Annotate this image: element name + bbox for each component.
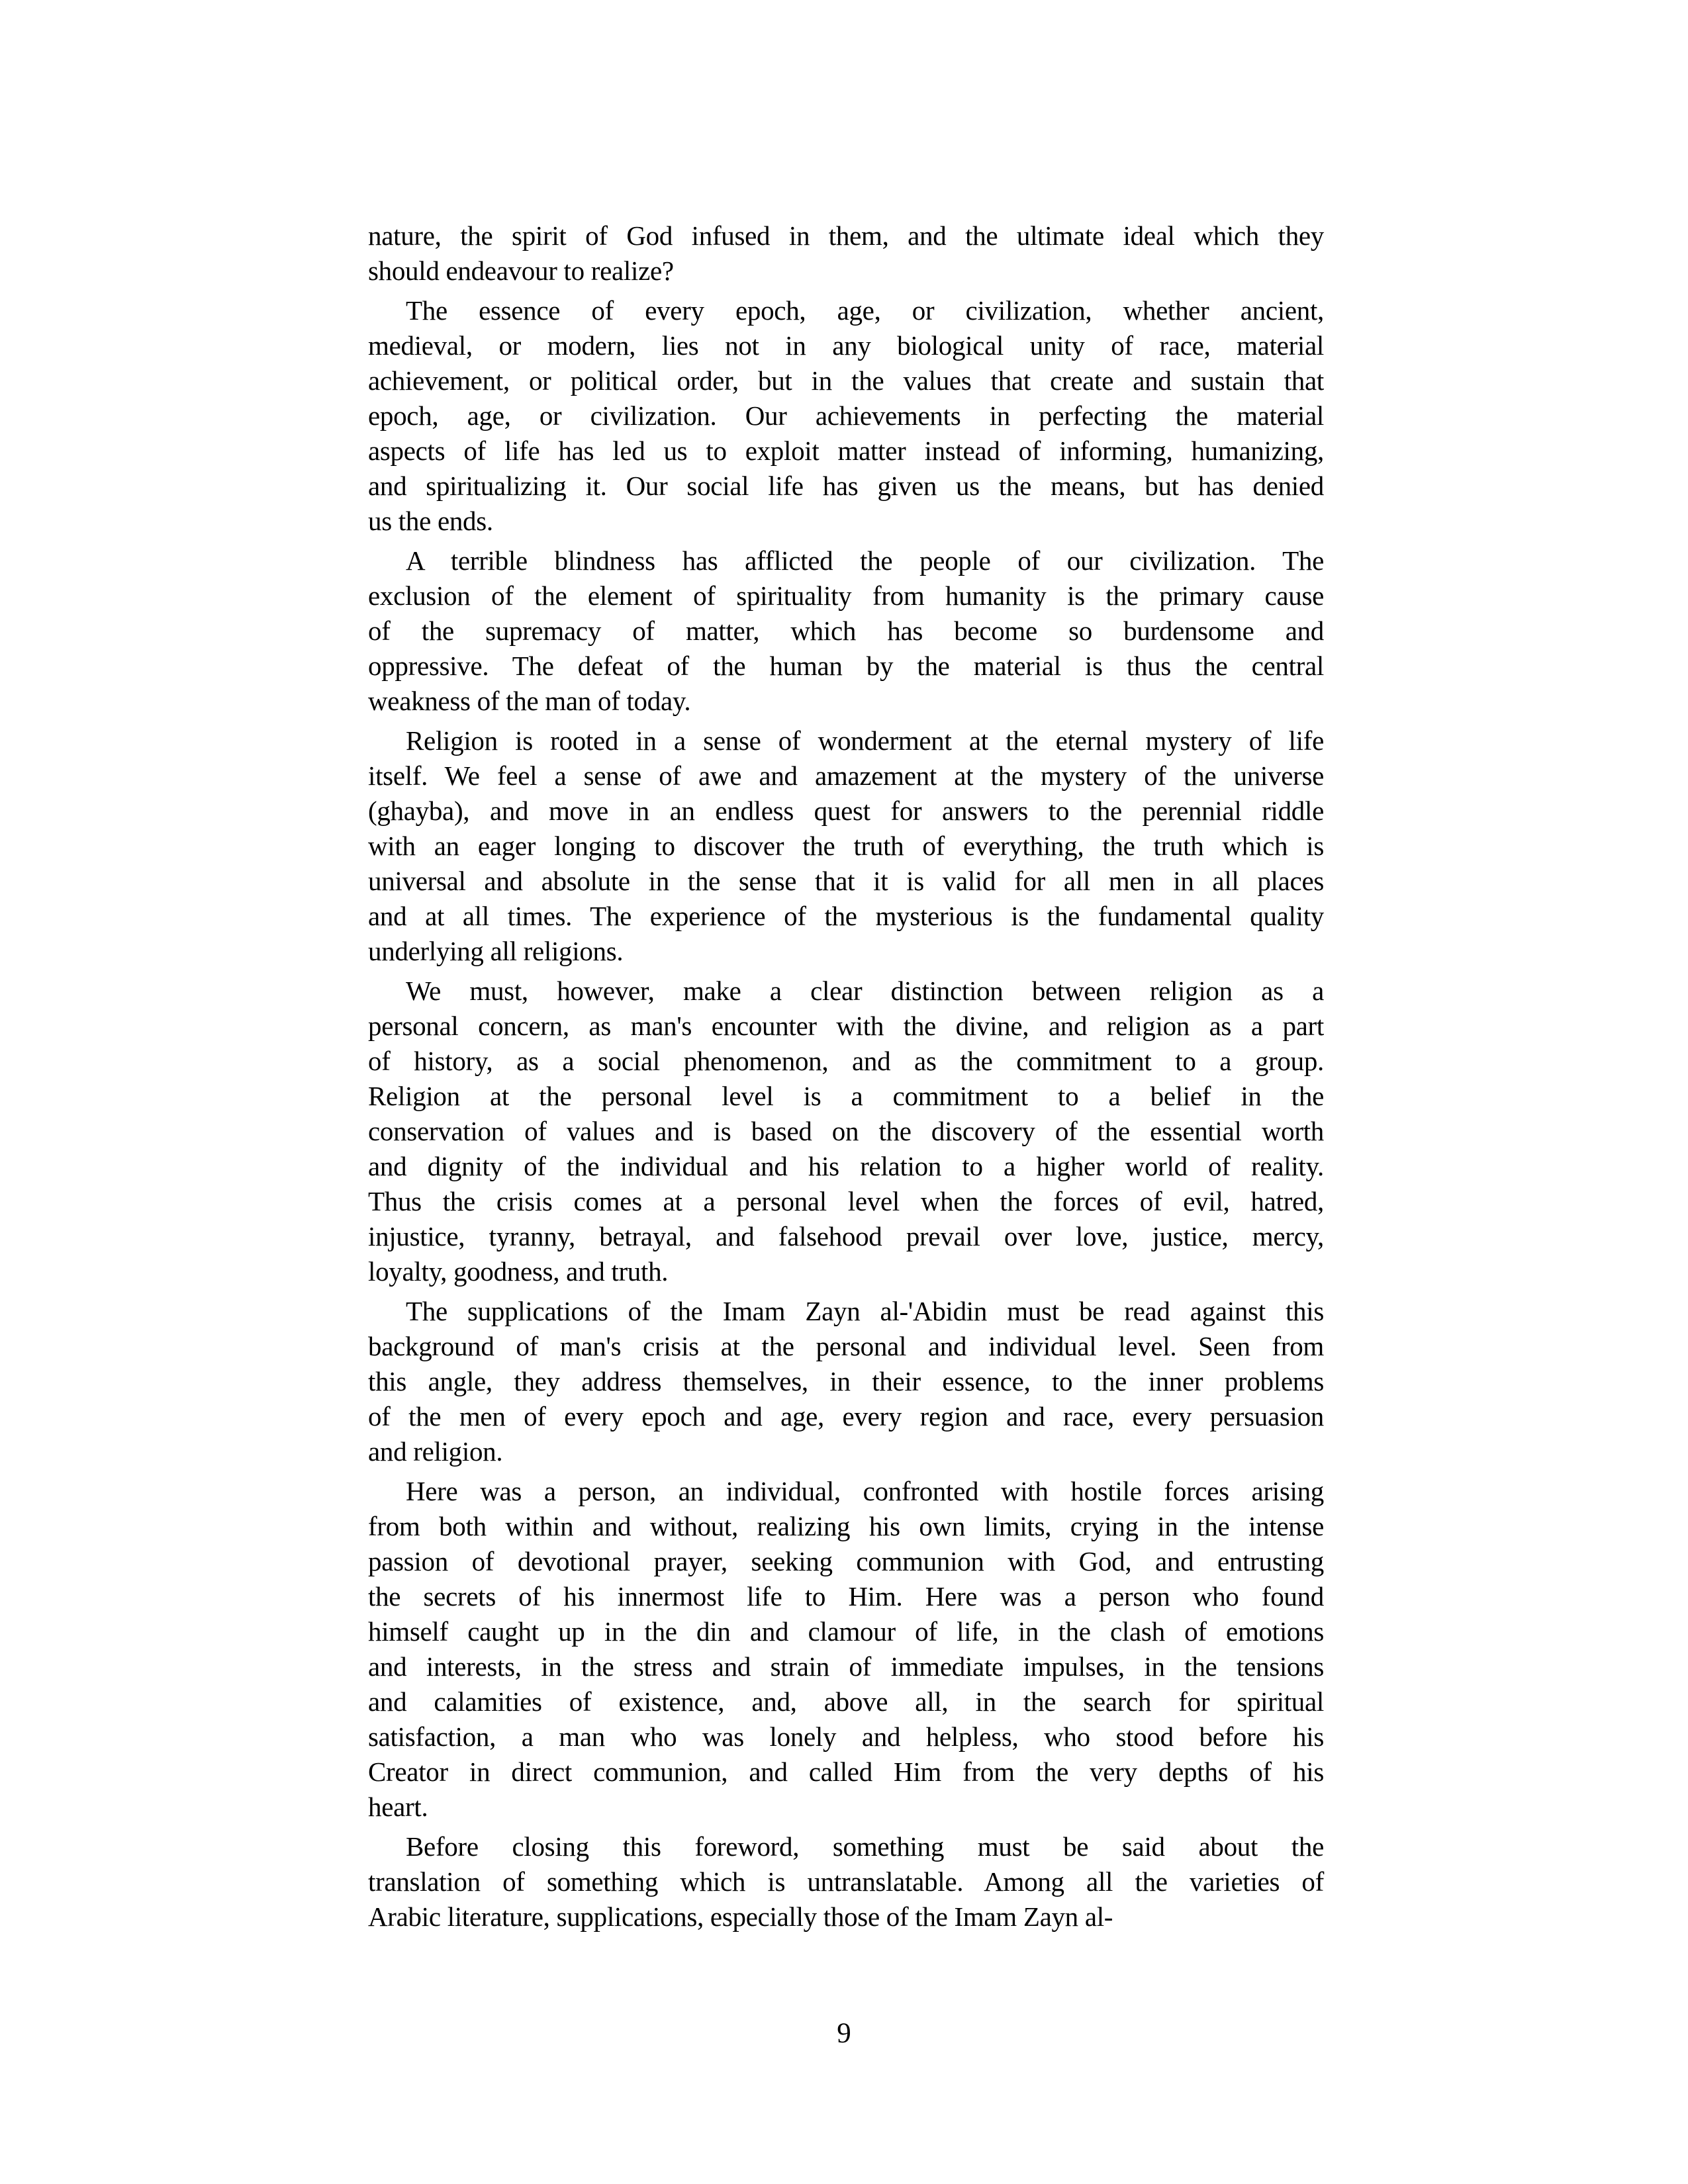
paragraph <box>368 1829 1324 1934</box>
text-line: injustice, tyranny, betrayal, and falsehood prevail over love, justice, mercy, <box>368 1221 1324 1251</box>
text-line: this angle, they address themselves, in their essence, to the inner problems <box>368 1366 1324 1396</box>
paragraph <box>368 218 1324 289</box>
text-line: The supplications of the Imam Zayn al-'Abidin must be read against this <box>406 1296 1324 1326</box>
text-line: and religion. <box>368 1436 503 1467</box>
text-line: epoch, age, or civilization. Our achievements in perfecting the material <box>368 400 1324 431</box>
text-line: (ghayba), and move in an endless quest for answers to the perennial riddle <box>368 796 1324 826</box>
page-number: 9 <box>837 2018 851 2049</box>
paragraph <box>368 543 1324 719</box>
paragraph <box>368 974 1324 1289</box>
text-line: and dignity of the individual and his relation to a higher world of reality. <box>368 1151 1324 1181</box>
text-line: translation of something which is untranslatable. Among all the varieties of <box>368 1866 1324 1897</box>
text-line: conservation of values and is based on the discovery of the essential worth <box>368 1116 1324 1146</box>
text-line: and interests, in the stress and strain of immediate impulses, in the tensions <box>368 1651 1324 1682</box>
text-line: background of man's crisis at the personal and individual level. Seen from <box>368 1331 1324 1361</box>
text-line: nature, the spirit of God infused in them, and the ultimate ideal which they <box>368 220 1324 251</box>
text-line: Before closing this foreword, something must be said about the <box>406 1831 1324 1862</box>
text-line: himself caught up in the din and clamour of life, in the clash of emotions <box>368 1616 1324 1647</box>
text-line: and calamities of existence, and, above all, in the search for spiritual <box>368 1686 1324 1717</box>
text-line: from both within and without, realizing his own limits, crying in the intense <box>368 1511 1324 1541</box>
text-line: Religion is rooted in a sense of wonderment at the eternal mystery of life <box>406 725 1324 756</box>
paragraph <box>368 723 1324 969</box>
text-line: personal concern, as man's encounter with the divine, and religion as a part <box>368 1011 1324 1041</box>
text-line: with an eager longing to discover the truth of everything, the truth which is <box>368 831 1324 861</box>
text-line: loyalty, goodness, and truth. <box>368 1256 669 1287</box>
text-line: the secrets of his innermost life to Him. Here was a person who found <box>368 1581 1324 1612</box>
text-line: A terrible blindness has afflicted the people of our civilization. The <box>406 545 1324 576</box>
text-line: underlying all religions. <box>368 936 624 966</box>
text-line: passion of devotional prayer, seeking communion with God, and entrusting <box>368 1546 1324 1576</box>
text-line: exclusion of the element of spirituality from humanity is the primary cause <box>368 580 1324 611</box>
text-block <box>368 218 1324 1934</box>
text-line: We must, however, make a clear distinction between religion as a <box>406 976 1324 1006</box>
text-line: of the men of every epoch and age, every region and race, every persuasion <box>368 1401 1324 1432</box>
text-line: oppressive. The defeat of the human by the material is thus the central <box>368 651 1324 681</box>
text-line: Here was a person, an individual, confronted with hostile forces arising <box>406 1476 1324 1506</box>
text-line: us the ends. <box>368 506 493 536</box>
paragraph <box>368 1294 1324 1469</box>
text-line: aspects of life has led us to exploit matter instead of informing, humanizing, <box>368 435 1324 466</box>
text-line: Religion at the personal level is a commitment to a belief in the <box>368 1081 1324 1111</box>
text-line: satisfaction, a man who was lonely and helpless, who stood before his <box>368 1721 1324 1752</box>
text-line: The essence of every epoch, age, or civilization, whether ancient, <box>406 295 1324 326</box>
text-line: Arabic literature, supplications, especially those of the Imam Zayn al- <box>368 1901 1113 1932</box>
paragraph <box>368 293 1324 539</box>
text-line: of history, as a social phenomenon, and as the commitment to a group. <box>368 1046 1324 1076</box>
text-line: medieval, or modern, lies not in any biological unity of race, material <box>368 330 1324 361</box>
text-line: itself. We feel a sense of awe and amazement at the mystery of the universe <box>368 760 1324 791</box>
text-line: weakness of the man of today. <box>368 686 691 716</box>
text-line: and spiritualizing it. Our social life has given us the means, but has denied <box>368 471 1324 501</box>
paragraph <box>368 1474 1324 1825</box>
text-line: should endeavour to realize? <box>368 255 674 286</box>
text-line: of the supremacy of matter, which has become so burdensome and <box>368 615 1324 646</box>
text-line: heart. <box>368 1792 428 1822</box>
text-line: achievement, or political order, but in the values that create and sustain that <box>368 365 1324 396</box>
text-line: Creator in direct communion, and called Him from the very depths of his <box>368 1756 1324 1787</box>
text-line: and at all times. The experience of the mysterious is the fundamental quality <box>368 901 1324 931</box>
text-line: universal and absolute in the sense that it is valid for all men in all places <box>368 866 1324 896</box>
text-line: Thus the crisis comes at a personal level when the forces of evil, hatred, <box>368 1186 1324 1216</box>
